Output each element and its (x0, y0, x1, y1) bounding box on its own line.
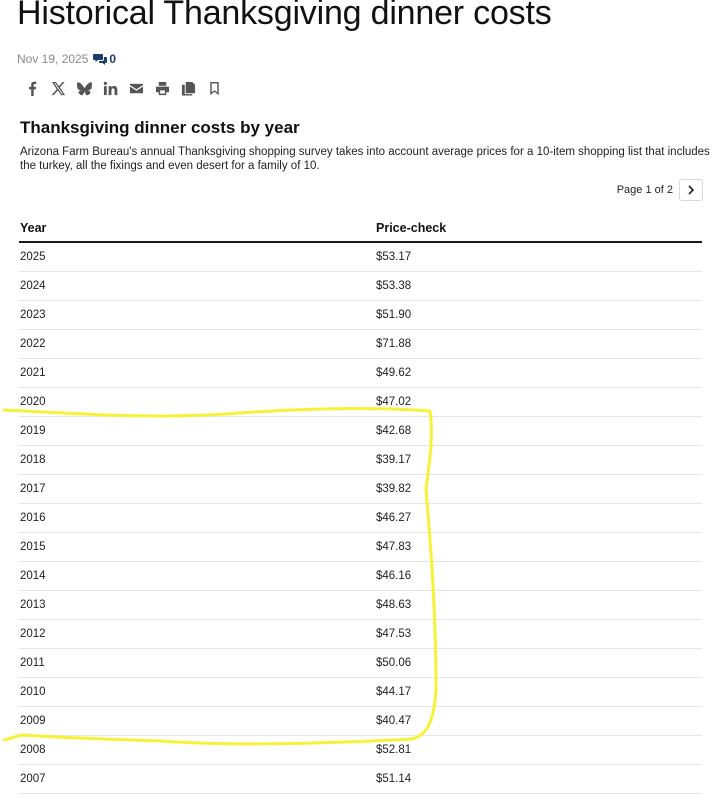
table-row (19, 301, 702, 330)
comment-bubbles-icon (93, 53, 107, 65)
table-row (19, 678, 702, 707)
cell-price: $42.68 (375, 417, 702, 446)
cell-year: 2023 (19, 301, 375, 330)
table-row (19, 533, 702, 562)
x-icon[interactable] (50, 80, 66, 96)
cell-year: 2021 (19, 359, 375, 388)
bluesky-icon[interactable] (76, 80, 92, 96)
cell-price: $40.47 (375, 707, 702, 736)
cell-year: 2007 (19, 765, 375, 794)
table-row (19, 591, 702, 620)
table-body (19, 242, 702, 794)
copy-icon[interactable] (180, 80, 196, 96)
share-bar (24, 80, 222, 96)
cell-price: $50.06 (375, 649, 702, 678)
table-row (19, 765, 702, 794)
table-row (19, 388, 702, 417)
cell-price: $53.38 (375, 272, 702, 301)
cell-price: $47.83 (375, 533, 702, 562)
cell-year: 2014 (19, 562, 375, 591)
comment-count: 0 (109, 52, 117, 66)
cell-year: 2025 (19, 242, 375, 272)
table-row (19, 417, 702, 446)
cell-year: 2010 (19, 678, 375, 707)
table-row (19, 620, 702, 649)
cell-year: 2019 (19, 417, 375, 446)
cell-price: $39.82 (375, 475, 702, 504)
table-row (19, 707, 702, 736)
table-row (19, 475, 702, 504)
table-row (19, 446, 702, 475)
cell-year: 2024 (19, 272, 375, 301)
cell-price: $46.16 (375, 562, 702, 591)
next-page-button[interactable] (679, 179, 703, 201)
cell-price: $49.62 (375, 359, 702, 388)
table-row (19, 562, 702, 591)
linkedin-icon[interactable] (102, 80, 118, 96)
page-indicator: Page 1 of 2 (616, 184, 673, 196)
cell-year: 2015 (19, 533, 375, 562)
cell-price: $47.02 (375, 388, 702, 417)
table-header-row (19, 214, 702, 242)
cell-price: $46.27 (375, 504, 702, 533)
cell-year: 2022 (19, 330, 375, 359)
facebook-icon[interactable] (24, 80, 40, 96)
article-meta (17, 52, 116, 66)
column-header-year[interactable]: Year (19, 214, 375, 242)
cell-year: 2011 (19, 649, 375, 678)
cell-price: $71.88 (375, 330, 702, 359)
page-title: Historical Thanksgiving dinner costs (17, 0, 552, 32)
email-icon[interactable] (128, 80, 144, 96)
cell-year: 2018 (19, 446, 375, 475)
table-row (19, 736, 702, 765)
cell-price: $53.17 (375, 242, 702, 272)
cell-price: $39.17 (375, 446, 702, 475)
cell-price: $52.81 (375, 736, 702, 765)
pagination (617, 179, 703, 201)
cell-year: 2020 (19, 388, 375, 417)
print-icon[interactable] (154, 80, 170, 96)
cell-price: $51.14 (375, 765, 702, 794)
table-title: Thanksgiving dinner costs by year (20, 118, 300, 137)
cell-price: $44.17 (375, 678, 702, 707)
bookmark-icon[interactable] (206, 80, 222, 96)
column-header-price[interactable]: Price-check (375, 214, 702, 242)
cell-year: 2008 (19, 736, 375, 765)
publish-date: Nov 19, 2025 (17, 52, 89, 66)
table-row (19, 649, 702, 678)
table-row (19, 272, 702, 301)
cell-year: 2016 (19, 504, 375, 533)
chevron-right-icon (686, 185, 696, 195)
cell-year: 2017 (19, 475, 375, 504)
cell-price: $51.90 (375, 301, 702, 330)
table-row (19, 242, 702, 272)
table-description: Arizona Farm Bureau's annual Thanksgiving shopping survey takes into account average prices for a 10-item shopping list that includes the turkey, all the fixings and even desert for a family of 10. (20, 146, 710, 172)
table-row (19, 330, 702, 359)
table-row (19, 359, 702, 388)
cell-price: $47.53 (375, 620, 702, 649)
cell-year: 2013 (19, 591, 375, 620)
price-table (19, 214, 702, 794)
table-row (19, 504, 702, 533)
cell-price: $48.63 (375, 591, 702, 620)
comments-link[interactable] (93, 52, 116, 66)
cell-year: 2012 (19, 620, 375, 649)
cell-year: 2009 (19, 707, 375, 736)
